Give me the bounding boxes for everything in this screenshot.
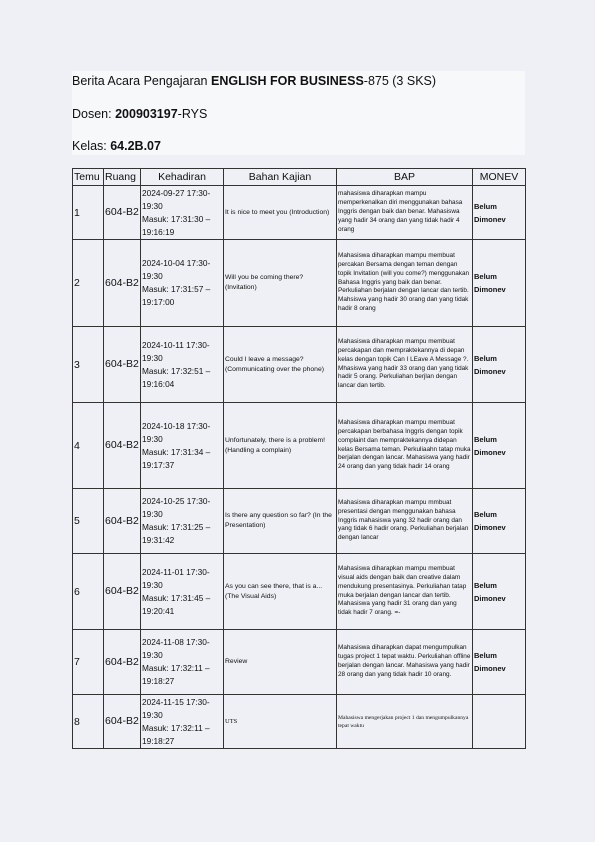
cell-monev: Belum Dimonev: [473, 630, 526, 695]
cell-bahan-kajian: Review: [224, 630, 337, 695]
course-name: ENGLISH FOR BUSINESS: [210, 74, 364, 88]
cell-temu: 2: [73, 240, 104, 327]
cell-bahan-kajian: Could I leave a message? (Communicating over the phone): [224, 327, 337, 403]
column-header-bap: BAP: [337, 169, 473, 186]
cell-kehadiran: 2024-09-27 17:30-19:30 Masuk: 17:31:30 – 19:16:19: [141, 186, 224, 240]
column-header-temu: Temu: [73, 169, 104, 186]
cell-monev: Belum Dimonev: [473, 186, 526, 240]
cell-bahan-kajian: UTS: [224, 695, 337, 749]
table-header-row: [73, 169, 526, 186]
cell-ruang: 604-B2: [104, 695, 141, 749]
table-row: [73, 554, 526, 630]
cell-bap: Mahasiswa diharapkan dapat mengumpulkan tugas project 1 tepat waktu. Perkuliahan offline berjalan dengan lancar. Mahasiswa yang hadir 28 orang dan yang tidak hadir 10 orang.: [337, 630, 473, 695]
cell-temu: 5: [73, 489, 104, 554]
cell-bap: Mahasiswa mengerjakan project 1 dan mengumpulkannya tepat waktu: [337, 695, 473, 749]
cell-ruang: 604-B2: [104, 240, 141, 327]
table-row: [73, 186, 526, 240]
cell-ruang: 604-B2: [104, 186, 141, 240]
cell-temu: 7: [73, 630, 104, 695]
cell-ruang: 604-B2: [104, 403, 141, 489]
cell-temu: 3: [73, 327, 104, 403]
column-header-ruang: Ruang: [104, 169, 141, 186]
teaching-record-table: [72, 168, 526, 749]
lecturer-line: Dosen: 200903197-RYS: [72, 107, 208, 121]
cell-kehadiran: 2024-10-25 17:30-19:30 Masuk: 17:31:25 – 19:31:42: [141, 489, 224, 554]
cell-kehadiran: 2024-11-08 17:30-19:30 Masuk: 17:32:11 – 19:18:27: [141, 630, 224, 695]
column-header-kehadiran: Kehadiran: [141, 169, 224, 186]
cell-monev: Belum Dimonev: [473, 240, 526, 327]
class-line: Kelas: 64.2B.07: [72, 139, 161, 153]
cell-ruang: 604-B2: [104, 630, 141, 695]
table-row: [73, 489, 526, 554]
cell-temu: 1: [73, 186, 104, 240]
cell-kehadiran: 2024-10-11 17:30-19:30 Masuk: 17:32:51 – 19:16:04: [141, 327, 224, 403]
cell-bahan-kajian: It is nice to meet you (Introduction): [224, 186, 337, 240]
column-header-monev: MONEV: [473, 169, 526, 186]
cell-monev: [473, 695, 526, 749]
cell-bahan-kajian: Is there any question so far? (In the Presentation): [224, 489, 337, 554]
cell-ruang: 604-B2: [104, 489, 141, 554]
cell-monev: Belum Dimonev: [473, 489, 526, 554]
cell-bahan-kajian: Will you be coming there? (Invitation): [224, 240, 337, 327]
cell-bap: Mahasiswa diharapkan mampu membuat percakapan berbahasa Inggris dengan topik complaint dan mempraktekannya didepan kelas Bersama teman. Perkuliaahn tatap muka berjalan dengan lancar. Mahasiswa yang hadir 24 orang dan yang tidak hadir 14 orang: [337, 403, 473, 489]
report-header: [72, 71, 525, 155]
table-row: [73, 240, 526, 327]
cell-kehadiran: 2024-11-01 17:30-19:30 Masuk: 17:31:45 – 19:20:41: [141, 554, 224, 630]
cell-kehadiran: 2024-11-15 17:30-19:30 Masuk: 17:32:11 – 19:18:27: [141, 695, 224, 749]
class-value: 64.2B.07: [110, 139, 161, 153]
cell-monev: Belum Dimonev: [473, 554, 526, 630]
cell-monev: Belum Dimonev: [473, 327, 526, 403]
cell-bap: Mahasiswa diharapkan mampu membuat percakapan dan mempraktekannya di depan kelas dengan topik Can I LEave A Message ?. Mhasiswa yang hadir 33 orang dan yang tidak hadir 5 orang. Perkuliahan berjlan dengan lancar dan tertib.: [337, 327, 473, 403]
cell-bap: Mahasiswa diharapkan mampu membuat visual aids dengan baik dan creative dalam mendukung presentasinya. Perkuliahan tatap muka berjalan dengan lancar dan tertib. Mahasiswa yang hadir 31 orang dan yang tidak hadir 7 orang. =-: [337, 554, 473, 630]
lecturer-id: 200903197: [115, 107, 178, 121]
table-row: [73, 327, 526, 403]
cell-bap: mahasiswa diharapkan mampu memperkenalkan diri menggunakan bahasa Inggris dengan baik dan benar. Mahasiswa yang hadir 34 orang dan yang tidak hadir 4 orang: [337, 186, 473, 240]
cell-ruang: 604-B2: [104, 327, 141, 403]
column-header-bahan-kajian: Bahan Kajian: [224, 169, 337, 186]
cell-bahan-kajian: Unfortunately, there is a problem! (Handling a complain): [224, 403, 337, 489]
cell-temu: 6: [73, 554, 104, 630]
cell-temu: 8: [73, 695, 104, 749]
cell-bap: Mahasiswa diharapkan mampu mmbuat presentasi dengan menggunakan bahasa Inggris mahasiswa yang 32 hadir orang dan yang tidak 6 hadir orang. Perkuliahan berjalan dengan lancar: [337, 489, 473, 554]
table-row: [73, 695, 526, 749]
report-title: Berita Acara Pengajaran ENGLISH FOR BUSINESS-875 (3 SKS): [72, 74, 437, 88]
cell-kehadiran: 2024-10-18 17:30-19:30 Masuk: 17:31:34 – 19:17:37: [141, 403, 224, 489]
cell-kehadiran: 2024-10-04 17:30-19:30 Masuk: 17:31:57 – 19:17:00: [141, 240, 224, 327]
table-row: [73, 630, 526, 695]
cell-ruang: 604-B2: [104, 554, 141, 630]
cell-temu: 4: [73, 403, 104, 489]
table-row: [73, 403, 526, 489]
cell-monev: Belum Dimonev: [473, 403, 526, 489]
cell-bahan-kajian: As you can see there, that is a... (The Visual Aids): [224, 554, 337, 630]
cell-bap: Mahasiswa diharapkan mampu membuat percakan Bersama dengan teman dengan topik Invitation (will you come?) menggunakan Bahasa Inggris yang baik dan benar. Perkuliahan berjalan dengan lancar dan tertib. Mahsiswa yang hadir 30 orang dan yang tidak hadir 8 orang: [337, 240, 473, 327]
